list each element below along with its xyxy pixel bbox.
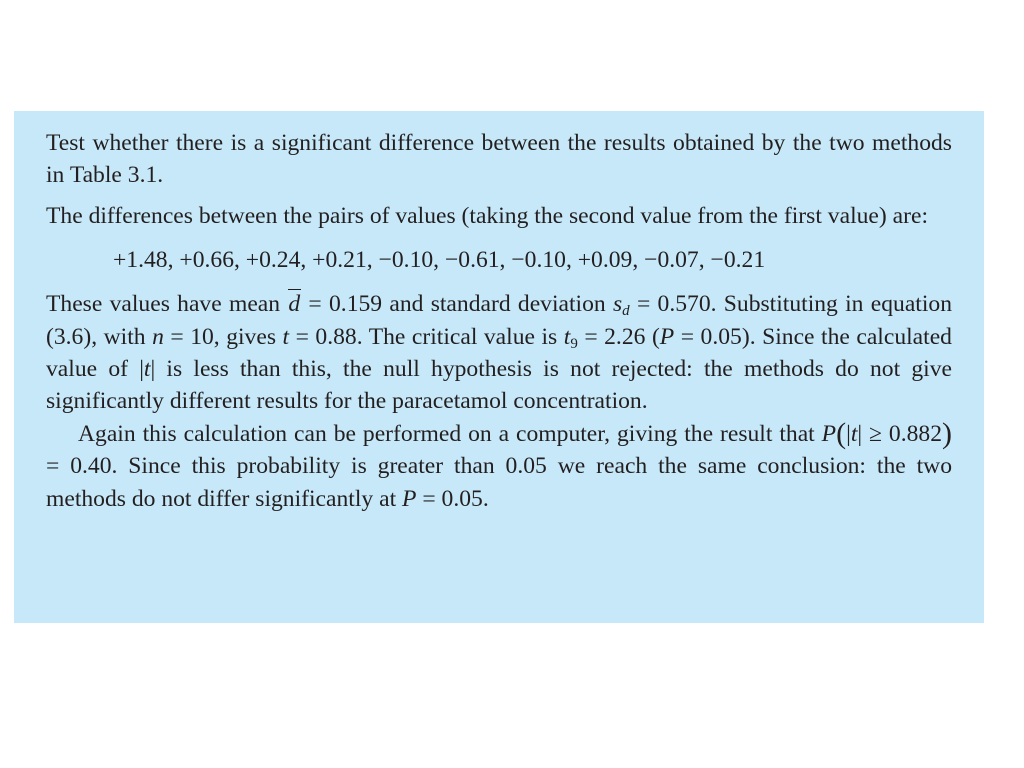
mean-d-symbol: d xyxy=(287,288,301,320)
worked-example-box xyxy=(14,111,984,623)
differences-list: +1.48, +0.66, +0.24, +0.21, −0.10, −0.61, −0.10, +0.09, −0.07, −0.21 xyxy=(113,247,766,274)
computer-result-paragraph: Again this calculation can be performed on a computer, giving the result that P(|t| ≥ 0.882) = 0.40. Since this probability is greater than 0.05 we reach the same conclusion: the two methods do not differ significantly at P = 0.05. xyxy=(46,416,952,512)
solution-intro: The differences between the pairs of values (taking the second value from the first value) are: xyxy=(46,202,929,229)
results-paragraph: These values have mean d = 0.159 and standard deviation $s_d = 0.570$. Substituting in equation (3.6), with n = 10, gives t = 0.88. The critical value is $t_9 = 2.26$ (P = 0.05). Since the calculated value of |t| is less than this, the null hypothesis is not rejected: the methods do not give significantly different results for the paracetamol concentration. xyxy=(46,288,952,418)
problem-statement: Test whether there is a significant difference between the results obtained by the two methods in Table 3.1. xyxy=(46,130,952,189)
